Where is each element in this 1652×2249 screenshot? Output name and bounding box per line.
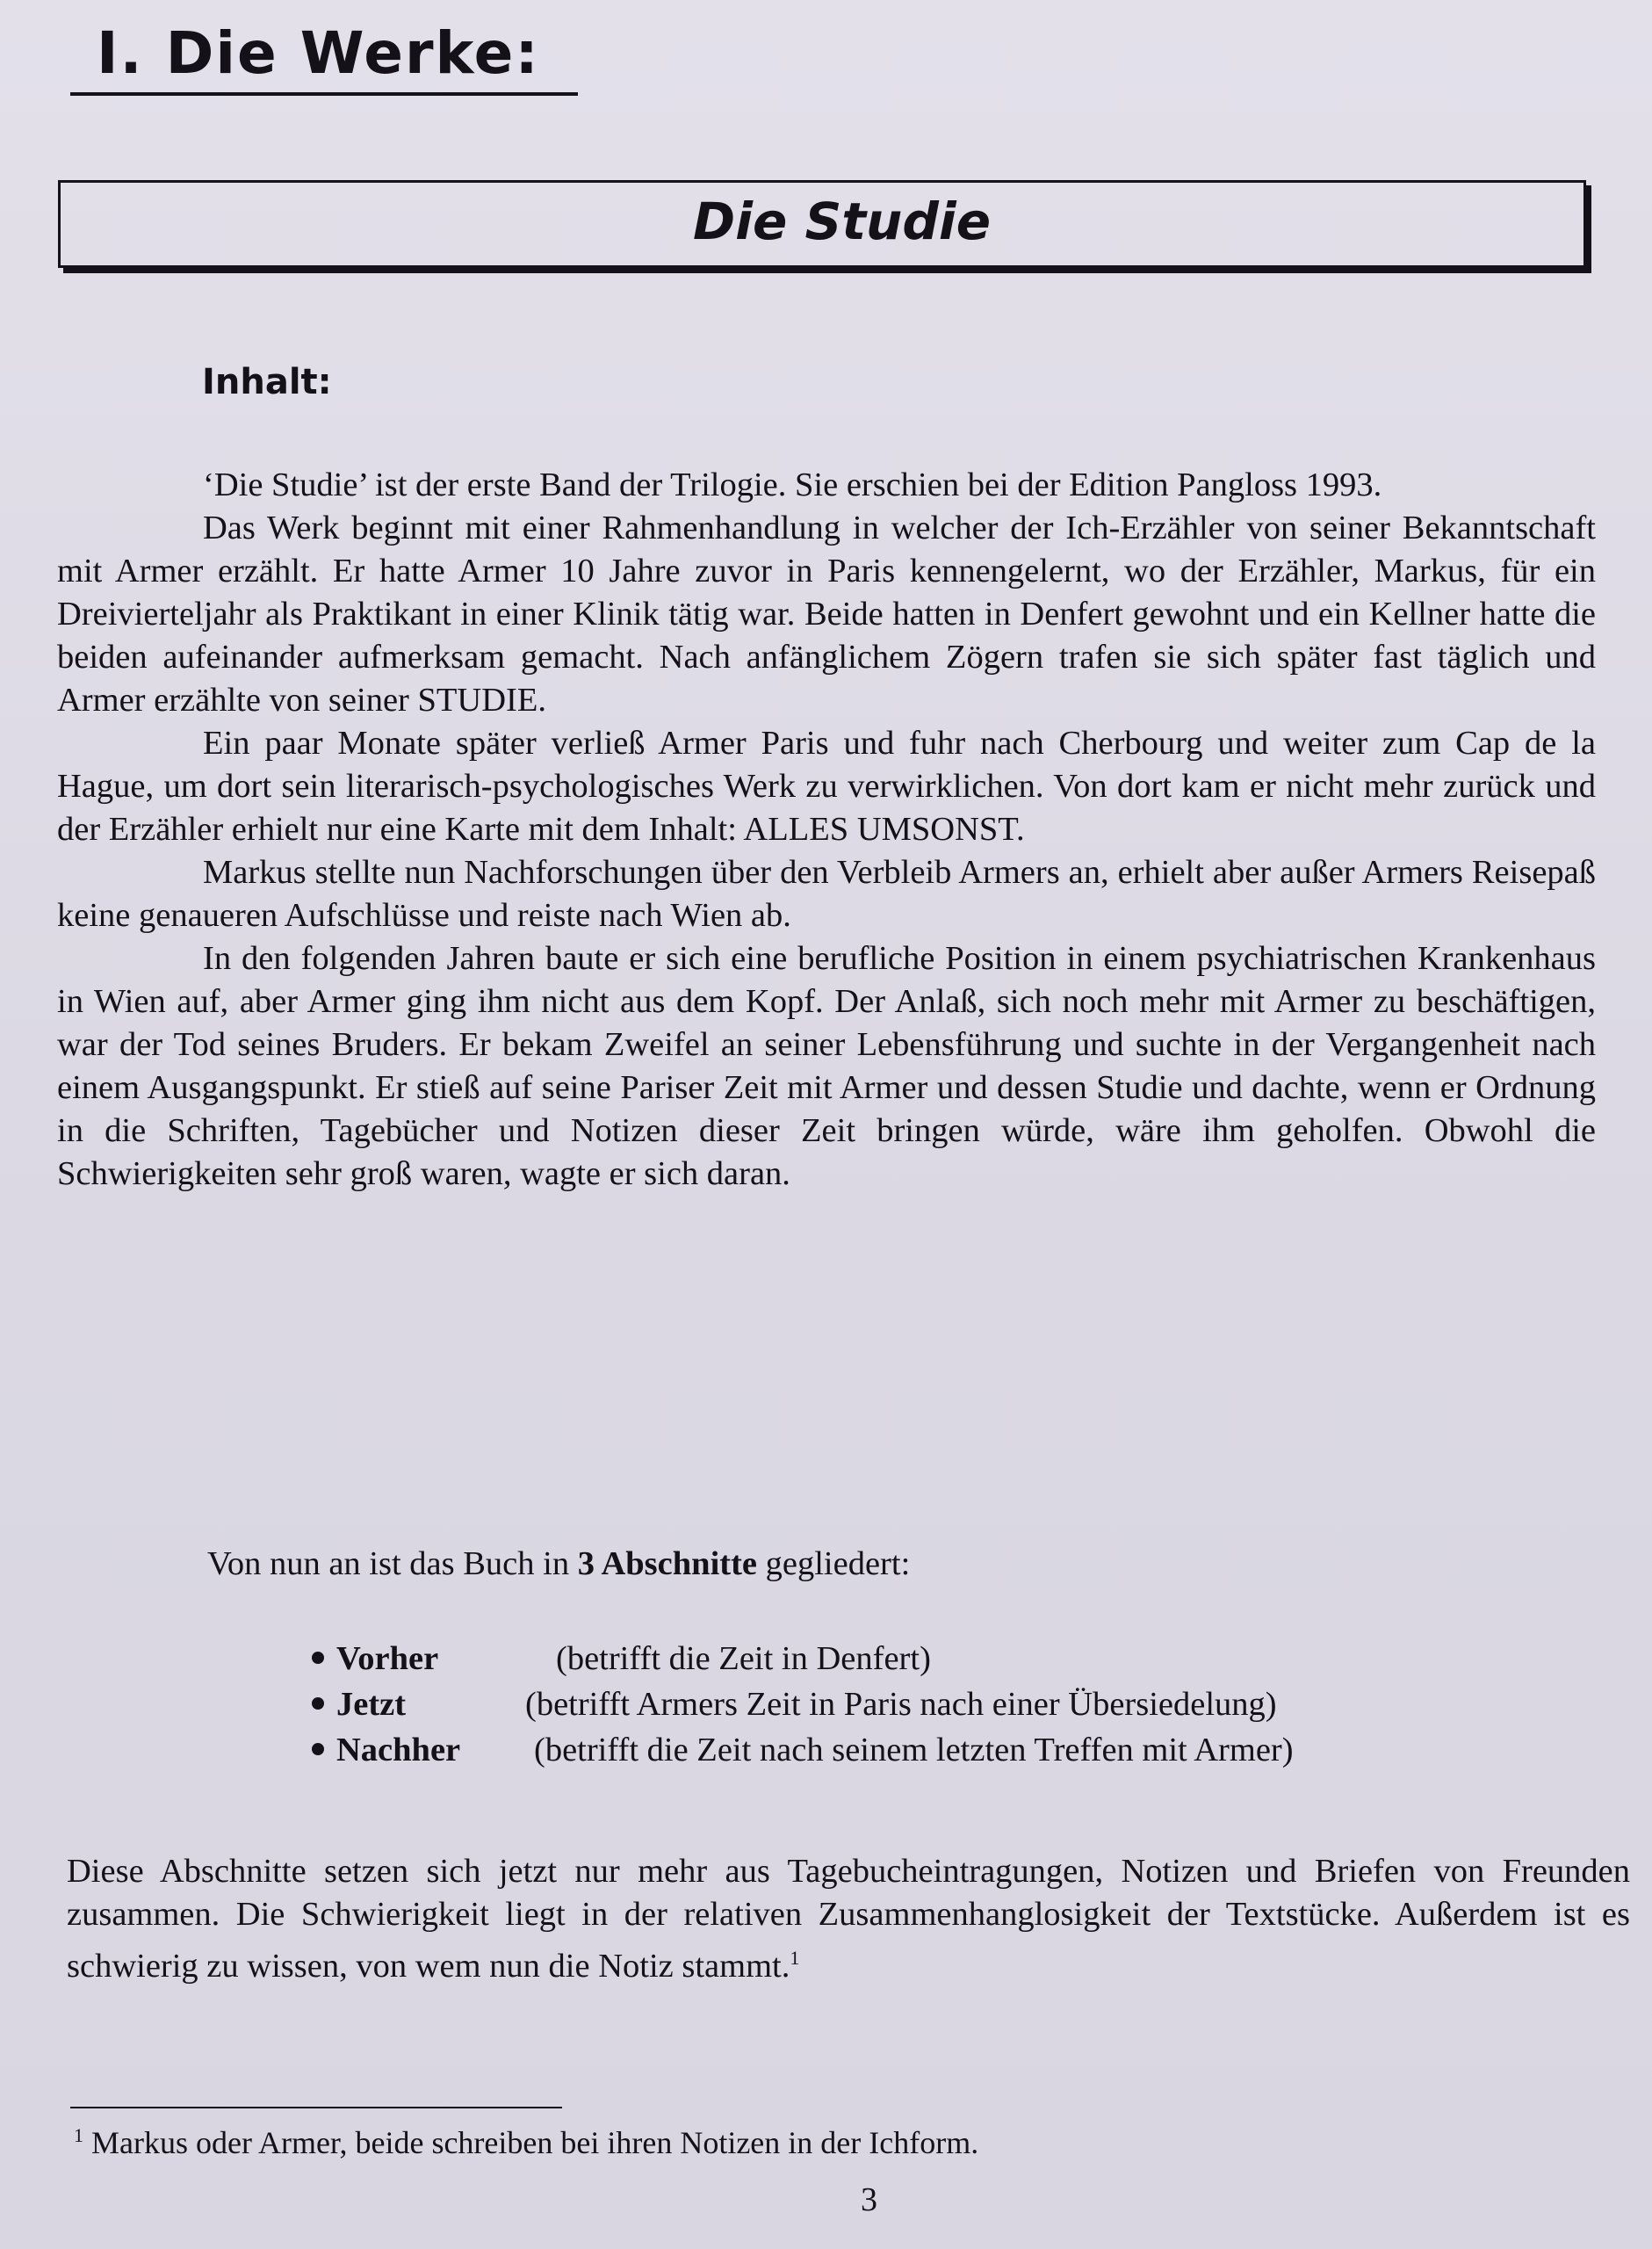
section-title-box: [58, 180, 1586, 268]
paragraph-4: Markus stellte nun Nachforschungen über den Verbleib Armers an, erhielt aber außer Armers Reisepaß keine genaueren Aufschlüsse und reiste nach Wien ab.: [57, 854, 1596, 934]
footnote-marker: 1: [74, 2124, 83, 2146]
structure-intro-after: gegliedert:: [757, 1545, 911, 1582]
section-description: (betrifft die Zeit nach seinem letzten Treffen mit Armer): [534, 1732, 1294, 1768]
footnote: [74, 2124, 978, 2161]
paragraph-1: ‘Die Studie’ ist der erste Band der Trilogie. Sie erschien bei der Edition Pangloss 1993.: [203, 466, 1382, 503]
bullet-icon: [312, 1652, 324, 1664]
sections-list: [312, 1636, 1294, 1773]
section-name: Nachher: [336, 1732, 461, 1768]
bullet-icon: [312, 1697, 324, 1710]
structure-intro-before: Von nun an ist das Buch in: [207, 1545, 578, 1582]
list-item: [312, 1681, 1294, 1727]
content-heading: Inhalt:: [202, 362, 332, 402]
section-description: (betrifft die Zeit in Denfert): [556, 1640, 931, 1677]
section-name: Vorher: [336, 1640, 439, 1677]
list-item: [312, 1636, 1294, 1681]
paragraph-3: Ein paar Monate später verließ Armer Paris und fuhr nach Cherbourg und weiter zum Cap de la Hague, um dort sein literarisch-psychologisches Werk zu verwirklichen. Von dort kam er nicht mehr zurück und der Erzähler erhielt nur eine Karte mit dem Inhalt: ALLES UMSONST.: [57, 725, 1596, 848]
closing-paragraph-text: Diese Abschnitte setzen sich jetzt nur mehr aus Tagebucheintragungen, Notizen und Briefen von Freunden zusammen. Die Schwierigkeit liegt in der relativen Zusammenhanglosigkeit der Textstücke. Außerdem ist es schwierig zu wissen, von wem nun die Notiz stammt.: [67, 1853, 1630, 1985]
footnote-divider: [70, 2107, 562, 2108]
structure-intro-emphasis: 3 Abschnitte: [577, 1545, 758, 1582]
list-item: [312, 1727, 1294, 1773]
section-name: Jetzt: [336, 1686, 407, 1723]
footnote-reference: 1: [790, 1947, 800, 1969]
closing-paragraph: [67, 1850, 1630, 1988]
bullet-icon: [312, 1743, 324, 1755]
chapter-title: I. Die Werke:: [70, 19, 578, 96]
paragraph-5: In den folgenden Jahren baute er sich eine berufliche Position in einem psychiatrischen Krankenhaus in Wien auf, aber Armer ging ihm nicht aus dem Kopf. Der Anlaß, sich noch mehr mit Armer zu beschäftigen, war der Tod seines Bruders. Er bekam Zweifel an seiner Lebensführung und suchte in der Vergangenheit nach einem Ausgangspunkt. Er stieß auf seine Pariser Zeit mit Armer und dessen Studie und dachte, wenn er Ordnung in die Schriften, Tagebücher und Notizen dieser Zeit bringen würde, wäre ihm geholfen. Obwohl die Schwierigkeiten sehr groß waren, wagte er sich daran.: [57, 940, 1596, 1192]
structure-intro: [207, 1544, 910, 1583]
page-number: 3: [861, 2181, 877, 2218]
section-box-title: Die Studie: [693, 192, 992, 251]
paragraph-2: Das Werk beginnt mit einer Rahmenhandlung in welcher der Ich-Erzähler von seiner Bekanntschaft mit Armer erzählt. Er hatte Armer 10 Jahre zuvor in Paris kennengelernt, wo der Erzähler, Markus, für ein Dreivierteljahr als Praktikant in einer Klinik tätig war. Beide hatten in Denfert gewohnt und ein Kellner hatte die beiden aufeinander aufmerksam gemacht. Nach anfänglichem Zögern trafen sie sich später fast täglich und Armer erzählte von seiner STUDIE.: [57, 510, 1596, 719]
footnote-text: Markus oder Armer, beide schreiben bei ihren Notizen in der Ichform.: [91, 2125, 979, 2160]
summary-text: [57, 464, 1596, 1196]
section-description: (betrifft Armers Zeit in Paris nach einer Übersiedelung): [525, 1686, 1277, 1723]
